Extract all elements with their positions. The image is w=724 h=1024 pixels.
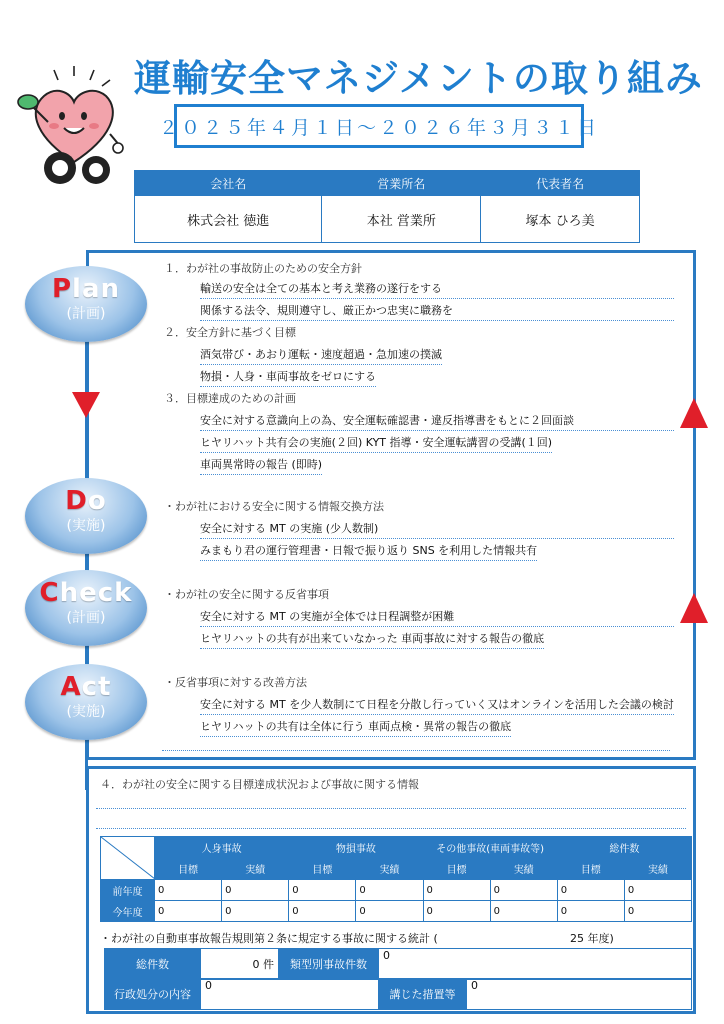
arrow-up-icon: [680, 398, 708, 428]
table-cell: 0: [155, 880, 222, 901]
accident-table: [100, 836, 692, 922]
arrow-up-icon: [680, 593, 708, 623]
table-cell: 0: [289, 901, 356, 922]
do-sub: (実施): [66, 518, 106, 534]
office-name: 本社 営業所: [322, 196, 481, 243]
plan-letter: P: [51, 274, 73, 304]
act-sub: (実施): [66, 704, 106, 720]
table-cell: 0: [557, 880, 624, 901]
company-table: [134, 170, 640, 243]
page-title: 運輸安全マネジメントの取り組み: [134, 57, 703, 100]
table-cell: 0: [222, 901, 289, 922]
check-item: 安全に対する MT の実施が全体では日程調整が困難: [200, 608, 674, 627]
category-header: その他事故(車両事故等): [423, 837, 557, 859]
sub-header: 目標: [289, 858, 356, 880]
table-cell: 0: [423, 880, 490, 901]
heart-mascot-icon: [14, 64, 126, 188]
section3-item: ヒヤリハット共有会の実施(２回) KYT 指導・安全運転講習の受講(１回): [200, 434, 552, 453]
statistics-table: [104, 948, 692, 980]
section4-title: ４．わが社の安全に関する目標達成状況および事故に関する情報: [100, 778, 419, 791]
check-title: ・わが社の安全に関する反省事項: [164, 588, 329, 601]
company-header: 会社名: [135, 171, 322, 196]
sub-header: 実績: [624, 858, 691, 880]
plan-sub: (計画): [66, 306, 106, 322]
table-cell: 0: [222, 880, 289, 901]
table-cell: 0: [356, 880, 423, 901]
table-cell: 0: [490, 901, 557, 922]
do-item: みまもり君の運行管理書・日報で振り返り SNS を利用した情報共有: [200, 542, 537, 561]
do-letter: D: [65, 486, 88, 516]
divider: [96, 808, 686, 809]
act-title: ・反省事項に対する改善方法: [164, 676, 307, 689]
total-label: 総件数: [105, 949, 201, 980]
company-name: 株式会社 徳進: [135, 196, 322, 243]
do-rest: o: [87, 486, 107, 516]
table-cell: 0: [624, 901, 691, 922]
representative-name: 塚本 ひろ美: [481, 196, 640, 243]
act-badge: [25, 664, 147, 740]
table-cell: 0: [490, 880, 557, 901]
sub-header: 実績: [356, 858, 423, 880]
type-label: 類型別事故件数: [279, 949, 379, 980]
act-rest: ct: [81, 672, 112, 702]
do-item: 安全に対する MT の実施 (少人数制): [200, 520, 674, 539]
sub-header: 目標: [423, 858, 490, 880]
table-cell: 0: [423, 901, 490, 922]
table-cell: 0: [289, 880, 356, 901]
sub-header: 目標: [557, 858, 624, 880]
section1-item: 関係する法令、規則遵守し、厳正かつ忠実に職務を: [200, 302, 674, 321]
section2-item: 酒気帯び・あおり運転・速度超過・急加速の撲滅: [200, 346, 442, 365]
diagonal-cell: [101, 837, 155, 880]
table-cell: 0: [624, 880, 691, 901]
check-letter: C: [39, 578, 60, 608]
measure-label: 講じた措置等: [379, 979, 467, 1010]
total-value: 0 件: [201, 949, 279, 980]
period-box: ２０２５年４月１日～２０２６年３月３１日: [174, 104, 584, 148]
check-rest: heck: [59, 578, 133, 608]
sub-header: 目標: [155, 858, 222, 880]
section1-item: 輸送の安全は全ての基本と考え業務の遂行をする: [200, 280, 674, 299]
category-header: 物損事故: [289, 837, 423, 859]
statistics-title: ・わが社の自動車事故報告規則第２条に規定する事故に関する統計 (: [100, 932, 438, 945]
admin-value: 0: [201, 979, 379, 1010]
table-cell: 0: [155, 901, 222, 922]
plan-rest: lan: [72, 274, 121, 304]
statistics-year: 25 年度): [570, 932, 614, 945]
arrow-down-icon: [72, 392, 100, 418]
sub-header: 実績: [490, 858, 557, 880]
statistics-table: [104, 978, 692, 1010]
table-row: [101, 901, 692, 922]
act-item: 安全に対する MT を少人数制にて日程を分散し行っていく又はオンラインを活用した会議の検討: [200, 696, 674, 715]
do-title: ・わが社における安全に関する情報交換方法: [164, 500, 384, 513]
sub-header: 実績: [222, 858, 289, 880]
divider: [96, 828, 686, 829]
admin-label: 行政処分の内容: [105, 979, 201, 1010]
check-item: ヒヤリハットの共有が出来ていなかった 車両事故に対する報告の徹底: [200, 630, 544, 649]
act-item: ヒヤリハットの共有は全体に行う 車両点検・異常の報告の徹底: [200, 718, 511, 737]
divider: [162, 750, 670, 751]
table-cell: 0: [557, 901, 624, 922]
section2-title: ２．安全方針に基づく目標: [164, 326, 296, 339]
act-letter: A: [60, 672, 82, 702]
category-header: 人身事故: [155, 837, 289, 859]
row-label: 今年度: [101, 901, 155, 922]
table-cell: 0: [356, 901, 423, 922]
check-badge: [25, 570, 147, 646]
type-value: 0: [379, 949, 692, 980]
measure-value: 0: [467, 979, 692, 1010]
office-header: 営業所名: [322, 171, 481, 196]
section3-item: 安全に対する意識向上の為、安全運転確認書・違反指導書をもとに２回面談: [200, 412, 674, 431]
table-row: [101, 880, 692, 901]
row-label: 前年度: [101, 880, 155, 901]
section2-item: 物損・人身・車両事故をゼロにする: [200, 368, 376, 387]
section3-title: ３．目標達成のための計画: [164, 392, 296, 405]
plan-badge: [25, 266, 147, 342]
do-badge: [25, 478, 147, 554]
section3-item: 車両異常時の報告 (即時): [200, 456, 322, 475]
section1-title: １．わが社の事故防止のための安全方針: [164, 262, 362, 275]
category-header: 総件数: [557, 837, 691, 859]
check-sub: (計画): [66, 610, 106, 626]
representative-header: 代表者名: [481, 171, 640, 196]
